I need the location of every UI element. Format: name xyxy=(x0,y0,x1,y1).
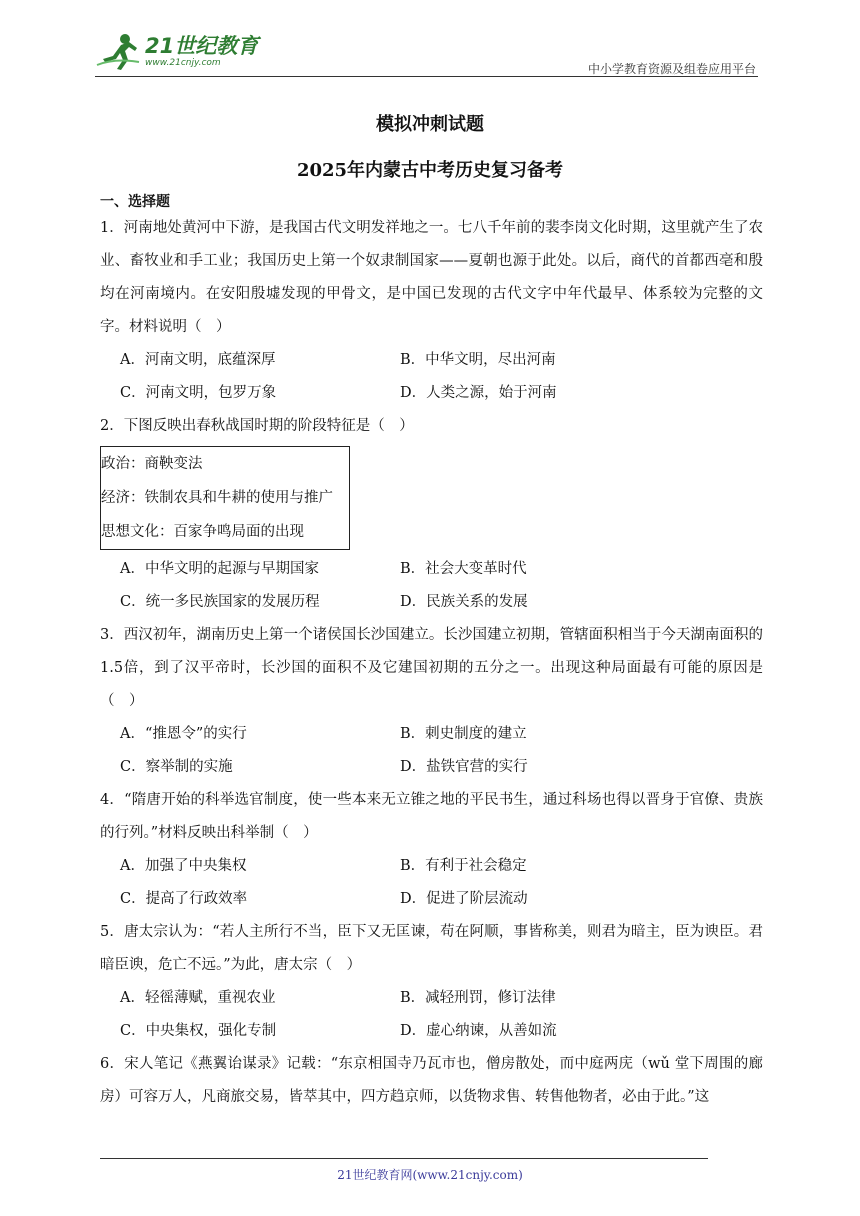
option-d[interactable]: D．盐铁官营的实行 xyxy=(400,759,528,775)
runner-logo-icon xyxy=(95,32,141,72)
option-b[interactable]: B．有利于社会稳定 xyxy=(400,858,527,874)
box-line-economy: 经济：铁制农具和牛耕的使用与推广 xyxy=(101,490,333,506)
site-logo[interactable] xyxy=(95,30,258,74)
option-b[interactable]: B．社会大变革时代 xyxy=(400,561,527,577)
platform-label: 中小学教育资源及组卷应用平台 xyxy=(587,62,756,76)
option-d[interactable]: D．虚心纳谏，从善如流 xyxy=(400,1023,557,1039)
footer-link[interactable]: 21世纪教育网(www.21cnjy.com) xyxy=(337,1168,523,1182)
question-stem: 2．下图反映出春秋战国时期的阶段特征是（ ） xyxy=(100,418,414,434)
option-d[interactable]: D．促进了阶层流动 xyxy=(400,891,528,907)
question-2 xyxy=(100,410,763,619)
question-list xyxy=(100,212,763,1114)
option-b[interactable]: B．中华文明，尽出河南 xyxy=(400,352,556,368)
page-subtitle: 2025年内蒙古中考历史复习备考 xyxy=(296,160,564,181)
footer-divider xyxy=(100,1158,708,1159)
question-5 xyxy=(100,916,763,1048)
option-b[interactable]: B．刺史制度的建立 xyxy=(400,726,527,742)
option-a[interactable]: A．加强了中央集权 xyxy=(120,858,247,874)
question-stem: 6．宋人笔记《燕翼诒谋录》记载：“东京相国寺乃瓦市也，僧房散处，而中庭两庑（wǔ 堂下周围的廊房）可容万人，凡商旅交易，皆萃其中，四方趋京师，以货物求售、转售他物者，必由于此。”这 xyxy=(100,1056,763,1105)
option-a[interactable]: A．中华文明的起源与早期国家 xyxy=(120,561,319,577)
question-stem: 1．河南地处黄河中下游，是我国古代文明发祥地之一。七八千年前的裴李岗文化时期，这里就产生了农业、畜牧业和手工业；我国历史上第一个奴隶制国家——夏朝也源于此处。以后，商代的首都西亳和殷均在河南境内。在安阳殷墟发现的甲骨文，是中国已发现的古代文字中年代最早、体系较为完整的文字。材料说明（ ） xyxy=(100,220,763,335)
logo-title: 21世纪教育 xyxy=(145,34,259,58)
option-d[interactable]: D．人类之源，始于河南 xyxy=(400,385,557,401)
option-c[interactable]: C．中央集权，强化专制 xyxy=(120,1023,277,1039)
page-header xyxy=(95,30,758,77)
section-heading: 一、选择题 xyxy=(100,194,170,210)
question-3 xyxy=(100,619,763,784)
question-6 xyxy=(100,1048,763,1114)
question-4 xyxy=(100,784,763,916)
logo-url: www.21cnjy.com xyxy=(145,58,221,68)
option-c[interactable]: C．河南文明，包罗万象 xyxy=(120,385,277,401)
material-box xyxy=(100,446,350,550)
option-a[interactable]: A．轻徭薄赋，重视农业 xyxy=(120,990,276,1006)
box-line-culture: 思想文化：百家争鸣局面的出现 xyxy=(101,524,304,540)
question-stem: 3．西汉初年，湖南历史上第一个诸侯国长沙国建立。长沙国建立初期，管辖面积相当于今天湖南面积的1.5倍，到了汉平帝时，长沙国的面积不及它建国初期的五分之一。出现这种局面最有可能的原因是（ ） xyxy=(100,627,763,709)
question-stem: 5．唐太宗认为：“若人主所行不当，臣下又无匡谏，苟在阿顺，事皆称美，则君为暗主，臣为谀臣。君暗臣谀，危亡不远。”为此，唐太宗（ ） xyxy=(100,924,763,973)
option-c[interactable]: C．察举制的实施 xyxy=(120,759,233,775)
box-line-politics: 政治：商鞅变法 xyxy=(101,456,203,472)
page-title: 模拟冲刺试题 xyxy=(376,114,484,135)
option-c[interactable]: C．统一多民族国家的发展历程 xyxy=(120,594,320,610)
option-d[interactable]: D．民族关系的发展 xyxy=(400,594,528,610)
option-c[interactable]: C．提高了行政效率 xyxy=(120,891,248,907)
option-a[interactable]: A．河南文明，底蕴深厚 xyxy=(120,352,276,368)
option-b[interactable]: B．减轻刑罚，修订法律 xyxy=(400,990,556,1006)
question-1 xyxy=(100,212,763,410)
option-a[interactable]: A．“推恩令”的实行 xyxy=(120,726,247,742)
question-stem: 4．“隋唐开始的科举选官制度，使一些本来无立锥之地的平民书生，通过科场也得以晋身于官僚、贵族的行列。”材料反映出科举制（ ） xyxy=(100,792,763,841)
